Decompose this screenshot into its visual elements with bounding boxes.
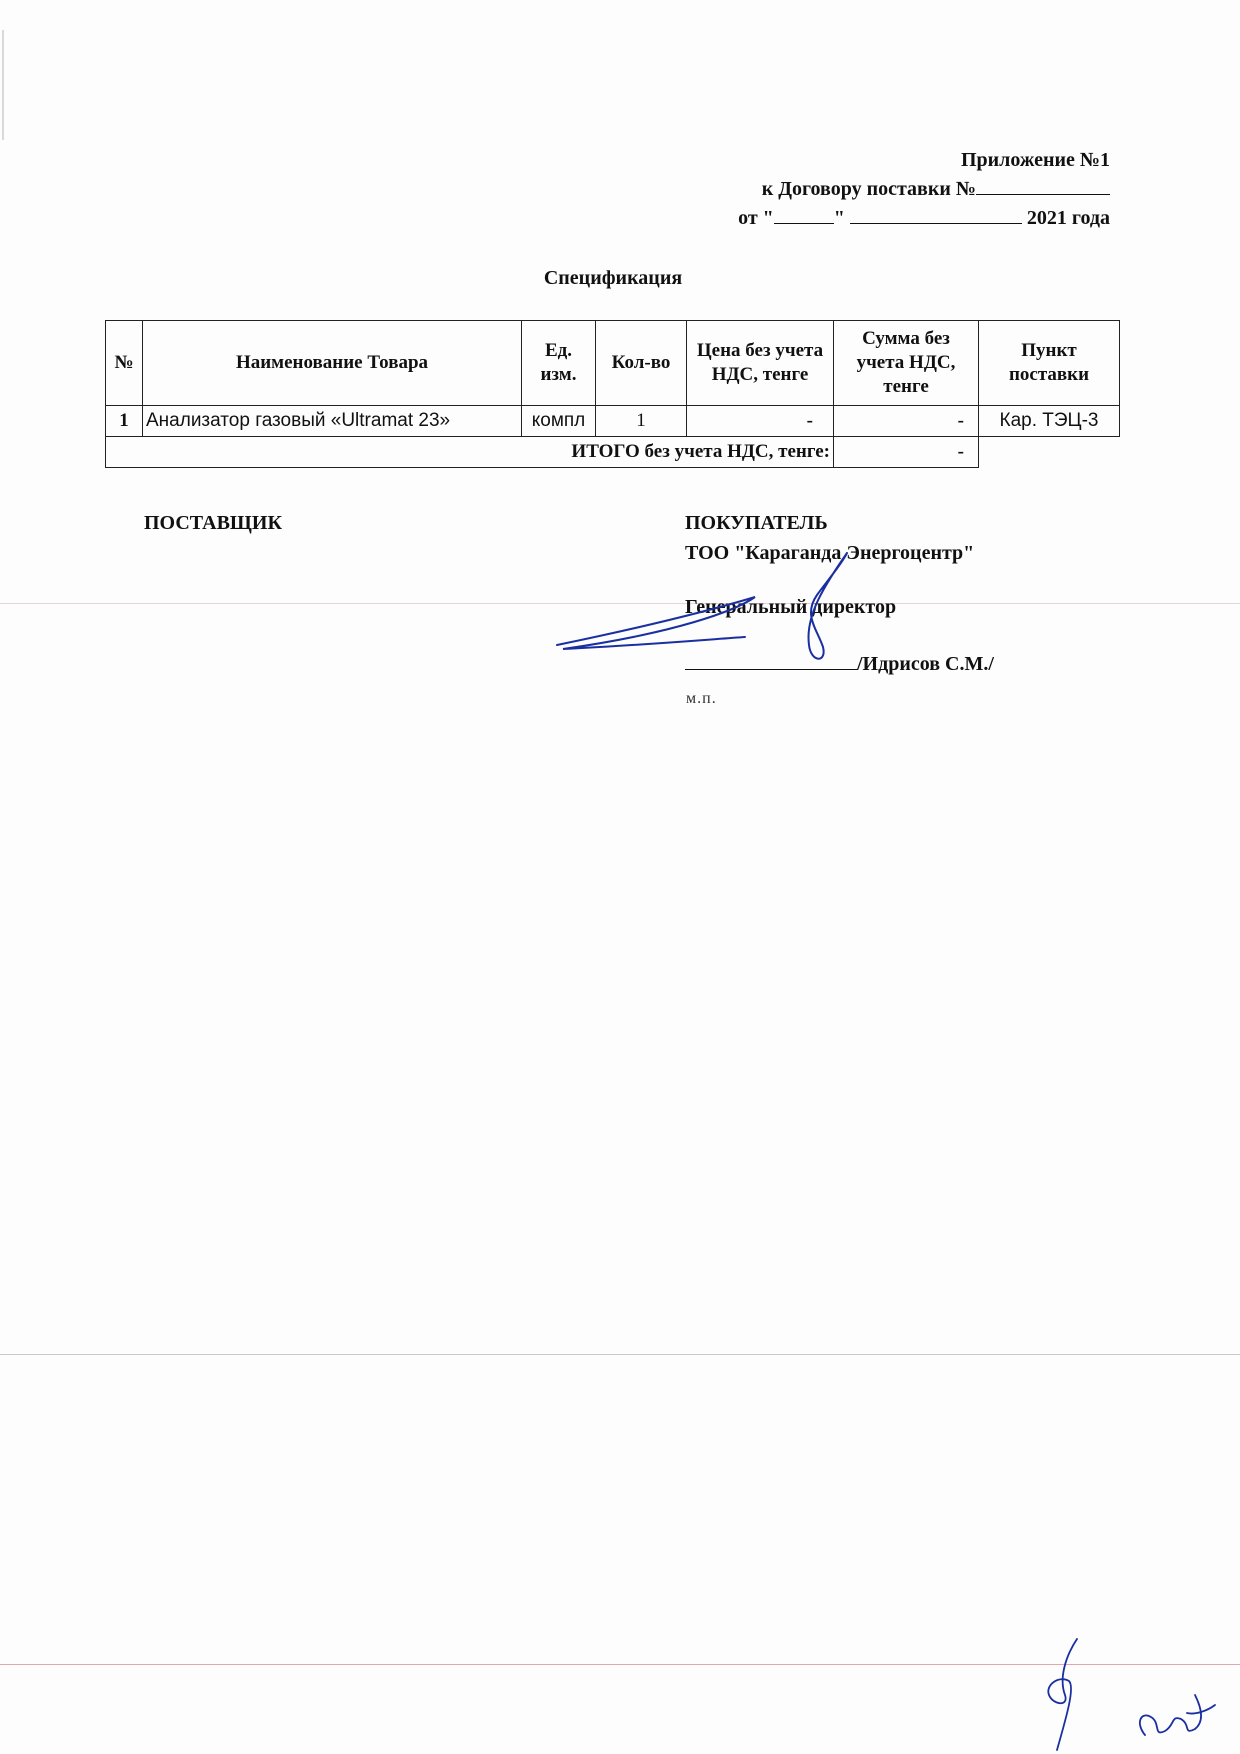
document-header xyxy=(738,146,1110,233)
scan-edge-mark xyxy=(2,30,4,140)
column-header: Ед. изм. xyxy=(522,321,596,406)
date-prefix: от " xyxy=(738,207,774,229)
contract-number-blank xyxy=(976,176,1110,195)
contract-prefix: к Договору поставки № xyxy=(761,178,976,200)
total-label: ИТОГО без учета НДС, тенге: xyxy=(106,437,834,468)
column-header: Кол-во xyxy=(596,321,687,406)
table-header-row xyxy=(106,321,1120,406)
supplier-label: ПОСТАВЩИК xyxy=(144,512,282,534)
item-price: - xyxy=(687,406,834,437)
column-header: № xyxy=(106,321,143,406)
appendix-label: Приложение №1 xyxy=(960,149,1110,171)
document-title: Спецификация xyxy=(543,267,683,289)
stamp-label: м.п. xyxy=(686,690,717,707)
page-initials xyxy=(1025,1635,1235,1754)
column-header: Сумма без учета НДС, тенге xyxy=(834,321,979,406)
item-quantity: 1 xyxy=(596,406,687,437)
specification-table xyxy=(105,320,1120,468)
column-header: Пункт поставки xyxy=(979,321,1120,406)
buyer-company: ТОО "Караганда Энергоцентр" xyxy=(685,542,975,564)
empty-cell xyxy=(979,437,1120,468)
item-unit: компл xyxy=(522,406,596,437)
date-quote: " xyxy=(833,207,845,229)
total-value: - xyxy=(834,437,979,468)
item-name: Анализатор газовый «Ultramat 23» xyxy=(143,406,522,437)
buyer-name: /Идрисов С.М./ xyxy=(857,653,994,675)
scan-artifact-line xyxy=(0,1354,1240,1355)
handwritten-signature xyxy=(555,545,875,670)
total-row xyxy=(106,437,1120,468)
item-sum: - xyxy=(834,406,979,437)
buyer-position: Генеральный директор xyxy=(685,596,897,618)
row-number: 1 xyxy=(106,406,143,437)
item-delivery-point: Кар. ТЭЦ-3 xyxy=(979,406,1120,437)
month-blank xyxy=(850,205,1022,224)
year-suffix: 2021 года xyxy=(1026,207,1110,229)
column-header: Наименование Товара xyxy=(143,321,522,406)
contract-number-line xyxy=(738,175,1110,204)
contract-date-line xyxy=(738,204,1110,233)
buyer-label: ПОКУПАТЕЛЬ xyxy=(685,512,828,534)
column-header: Цена без учета НДС, тенге xyxy=(687,321,834,406)
day-blank xyxy=(774,205,834,224)
table-row xyxy=(106,406,1120,437)
